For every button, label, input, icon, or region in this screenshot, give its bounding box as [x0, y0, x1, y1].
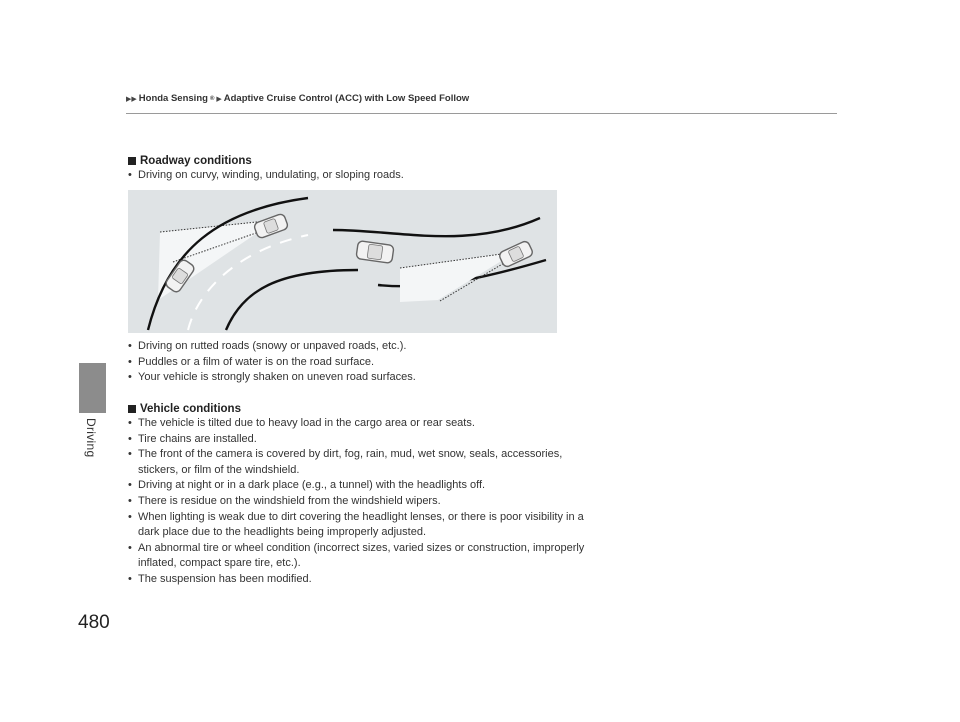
list-item: • Puddles or a film of water is on the road surface. [128, 355, 568, 371]
list-item: • Driving at night or in a dark place (e.g., a tunnel) with the headlights off. [128, 478, 598, 494]
breadcrumb-part1[interactable]: Honda Sensing [138, 93, 208, 104]
black-square-icon [128, 157, 136, 165]
black-square-icon [128, 405, 136, 413]
list-item: • Tire chains are installed. [128, 432, 598, 448]
double-triangle-right-icon: ▶▶ [126, 95, 137, 103]
list-item: • An abnormal tire or wheel condition (incorrect sizes, varied sizes or construction, improperly inflated, compact spare tire, etc.). [128, 541, 585, 570]
list-item: • The front of the camera is covered by dirt, fog, rain, mud, wet snow, seals, accessories, stickers, or film of the windshield. [128, 448, 563, 476]
bullet-dot-icon: • [128, 448, 132, 461]
bullet-dot-icon: • [128, 432, 132, 445]
bullet-dot-icon: • [128, 572, 132, 585]
list-item: • Driving on rutted roads (snowy or unpaved roads, etc.). [128, 339, 568, 355]
car-ahead-left [253, 213, 289, 239]
bullet-dot-icon: • [128, 340, 132, 352]
list-item: • Driving on curvy, winding, undulating, or sloping roads. [128, 168, 568, 184]
breadcrumb [126, 93, 469, 104]
section-roadway-continued [128, 339, 568, 386]
bullet-dot-icon: • [128, 355, 132, 368]
triangle-right-icon: ▶ [216, 95, 222, 103]
list-item: • The vehicle is tilted due to heavy load in the cargo area or rear seats. [128, 416, 598, 432]
radar-beam-right [400, 252, 516, 302]
bullet-list-roadway-2 [128, 339, 568, 386]
list-item: • When lighting is weak due to dirt covering the headlight lenses, or there is poor visibility in a dark place due to the headlights being improperly adjusted. [128, 510, 584, 539]
bullet-list-roadway-1 [128, 168, 568, 184]
section-roadway [128, 154, 568, 184]
bullet-list-vehicle [128, 416, 598, 588]
section-vehicle [128, 402, 598, 588]
road-edge-upper-right [333, 218, 540, 236]
page-number: 480 [78, 612, 110, 633]
list-item: • Your vehicle is strongly shaken on uneven road surfaces. [128, 370, 568, 386]
side-tab-label: Driving [84, 418, 98, 458]
bullet-dot-icon: • [128, 494, 132, 507]
bullet-dot-icon: • [128, 169, 132, 181]
bullet-dot-icon: • [128, 510, 132, 523]
section-heading-vehicle: Vehicle conditions [128, 402, 598, 416]
side-tab-marker [79, 363, 106, 413]
bullet-dot-icon: • [128, 479, 132, 492]
road-diagram-svg [128, 190, 557, 333]
section-heading-roadway: Roadway conditions [128, 154, 568, 168]
road-edge-inner-left [226, 270, 358, 330]
bullet-dot-icon: • [128, 541, 132, 554]
curvy-road-illustration [128, 190, 557, 333]
list-item: • There is residue on the windshield from the windshield wipers. [128, 494, 598, 510]
breadcrumb-part2[interactable]: Adaptive Cruise Control (ACC) with Low Speed Follow [223, 93, 470, 104]
list-item: • The suspension has been modified. [128, 572, 598, 588]
car-middle [356, 241, 394, 264]
registered-mark: ® [209, 95, 215, 102]
header-rule [126, 113, 837, 114]
bullet-dot-icon: • [128, 371, 132, 384]
bullet-dot-icon: • [128, 417, 132, 429]
